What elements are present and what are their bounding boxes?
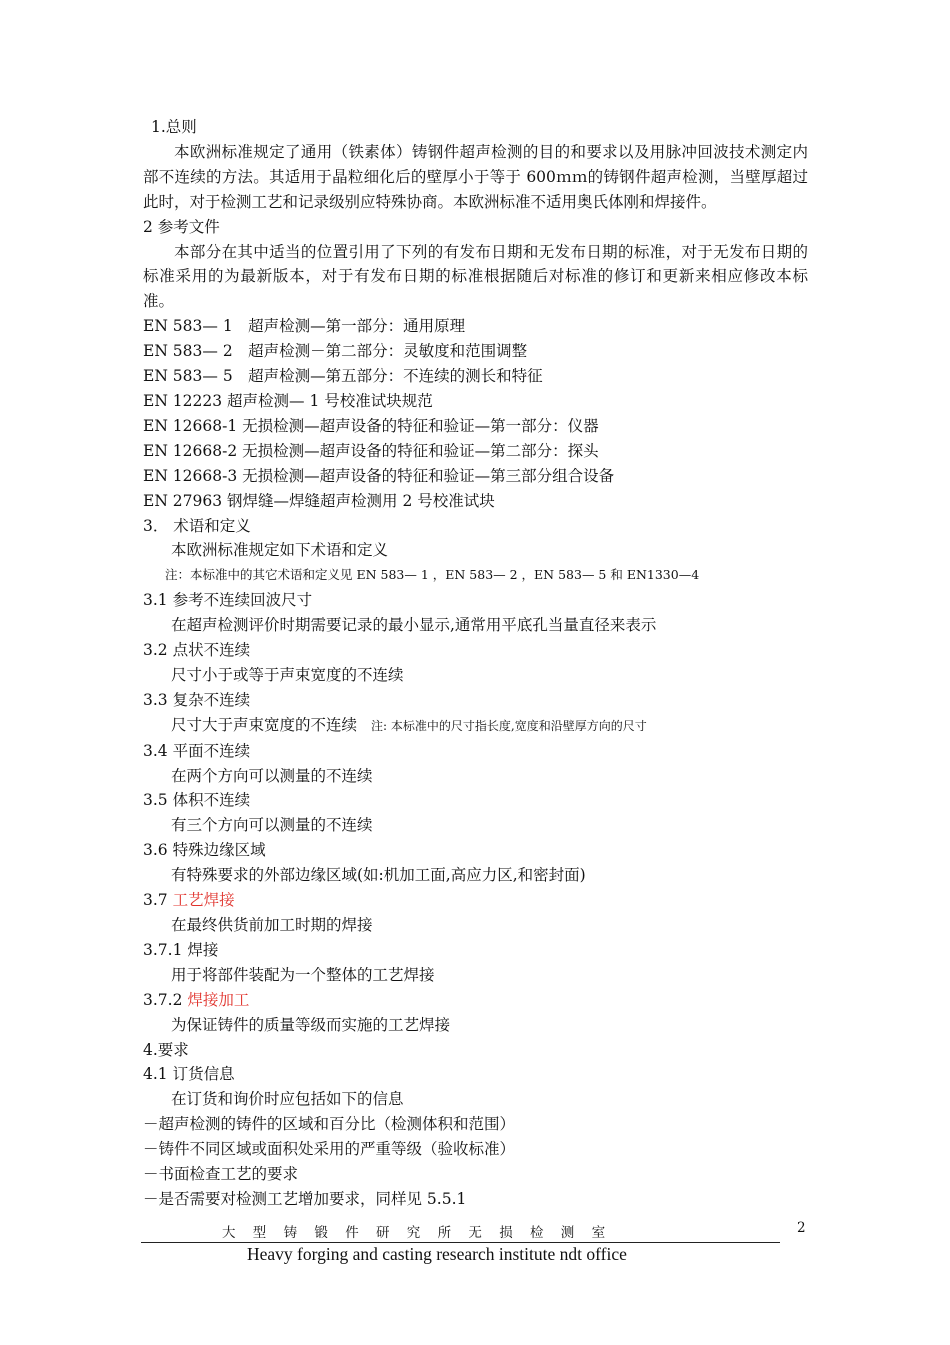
section-references-body: 本部分在其中适当的位置引用了下列的有发布日期和无发布日期的标准，对于无发布日期的标准采用的为最新版本，对于有发布日期的标准根据随后对标准的修订和更新来相应修改本标准。 — [143, 242, 808, 311]
reference-item: EN 12223 超声检测— 1 号校准试块规范 — [143, 391, 433, 410]
footer-institute-en: Heavy forging and casting research institute ndt office — [247, 1244, 627, 1264]
term-3-7-definition: 在最终供货前加工时期的焊接 — [171, 916, 373, 934]
requirement-4-1-title: 4.1 订货信息 — [143, 1065, 235, 1084]
document-body — [143, 115, 808, 1212]
term-3-7-2-definition: 为保证铸件的质量等级而实施的工艺焊接 — [171, 1015, 451, 1034]
term-3-6-title: 3.6 特殊边缘区域 — [143, 841, 266, 860]
reference-item: EN 12668-2 无损检测—超声设备的特征和验证—第二部分：探头 — [143, 441, 599, 460]
page-number: 2 — [797, 1220, 806, 1236]
reference-item: EN 583— 1 超声检测—第一部分：通用原理 — [143, 317, 466, 336]
term-3-7-highlighted-term: 工艺焊接 — [172, 891, 235, 910]
reference-item: EN 583— 2 超声检测－第二部分：灵敏度和范围调整 — [143, 342, 528, 361]
requirement-list-item: －铸件不同区域或面积处采用的严重等级（验收标准） — [143, 1140, 516, 1159]
term-3-7-2-number: 3.7.2 — [143, 990, 188, 1009]
term-3-5-definition: 有三个方向可以测量的不连续 — [171, 816, 373, 835]
section-general-body: 本欧洲标准规定了通用（铁素体）铸钢件超声检测的目的和要求以及用脉冲回波技术测定内部不连续的方法。其适用于晶粒细化后的壁厚小于等于 600ｍｍ的铸钢件超声检测，当壁厚超过此时，对于检测工艺和记录级别应特殊协商。本欧洲标准不适用奥氏体刚和焊接件。 — [143, 142, 808, 211]
reference-item: EN 27963 钢焊缝—焊缝超声检测用 2 号校准试块 — [143, 491, 495, 510]
term-3-7-2-highlighted-term: 焊接加工 — [187, 990, 250, 1009]
reference-item: EN 583— 5 超声检测—第五部分：不连续的测长和特征 — [143, 367, 543, 386]
term-3-7-title — [143, 888, 808, 913]
reference-item: EN 12668-3 无损检测—超声设备的特征和验证—第三部分组合设备 — [143, 466, 615, 485]
term-3-2-title: 3.2 点状不连续 — [143, 641, 251, 660]
requirement-list-item: －超声检测的铸件的区域和百分比（检测体积和范围） — [143, 1115, 516, 1134]
footer-institute-cn: 大型铸锻件研究所无损检测室 — [222, 1225, 623, 1241]
reference-item: EN 12668-1 无损检测—超声设备的特征和验证—第一部分：仪器 — [143, 416, 599, 435]
section-general-title: 1.总则 — [151, 118, 197, 136]
term-3-1-title: 3.1 参考不连续回波尺寸 — [143, 591, 313, 610]
section-terms-title: 3． 术语和定义 — [143, 516, 251, 535]
requirement-list-item: －是否需要对检测工艺增加要求，同样见 5.5.1 — [143, 1189, 467, 1208]
footer-divider — [141, 1242, 780, 1243]
term-3-7-2-title — [143, 988, 808, 1013]
term-3-4-title: 3.4 平面不连续 — [143, 741, 251, 760]
section-requirements-title: 4.要求 — [143, 1040, 189, 1059]
term-3-1-definition: 在超声检测评价时期需要记录的最小显示,通常用平底孔当量直径来表示 — [171, 616, 657, 635]
term-3-2-definition: 尺寸小于或等于声束宽度的不连续 — [171, 665, 404, 684]
term-3-6-definition: 有特殊要求的外部边缘区域(如:机加工面,高应力区,和密封面) — [171, 866, 586, 885]
term-3-7-1-definition: 用于将部件装配为一个整体的工艺焊接 — [171, 965, 435, 984]
section-references-title: 2 参考文件 — [143, 217, 220, 236]
term-3-5-title: 3.5 体积不连续 — [143, 791, 251, 810]
requirement-4-1-intro: 在订货和询价时应包括如下的信息 — [171, 1090, 404, 1109]
term-3-7-1-title: 3.7.1 焊接 — [143, 940, 219, 959]
term-3-3-row — [143, 713, 808, 739]
terms-intro: 本欧洲标准规定如下术语和定义 — [171, 541, 389, 560]
term-3-3-title: 3.3 复杂不连续 — [143, 690, 251, 709]
term-3-3-definition: 尺寸大于声束宽度的不连续 — [171, 715, 358, 734]
term-3-3-note: 注: 本标准中的尺寸指长度,宽度和沿壁厚方向的尺寸 — [371, 718, 647, 733]
terms-note: 注：本标准中的其它术语和定义见 EN 583— 1 ，EN 583— 2 ，EN 583— 5 和 EN1330—4 — [165, 567, 700, 583]
term-3-4-definition: 在两个方向可以测量的不连续 — [171, 766, 373, 785]
requirement-list-item: －书面检查工艺的要求 — [143, 1165, 299, 1184]
term-3-7-number: 3.7 — [143, 891, 173, 910]
